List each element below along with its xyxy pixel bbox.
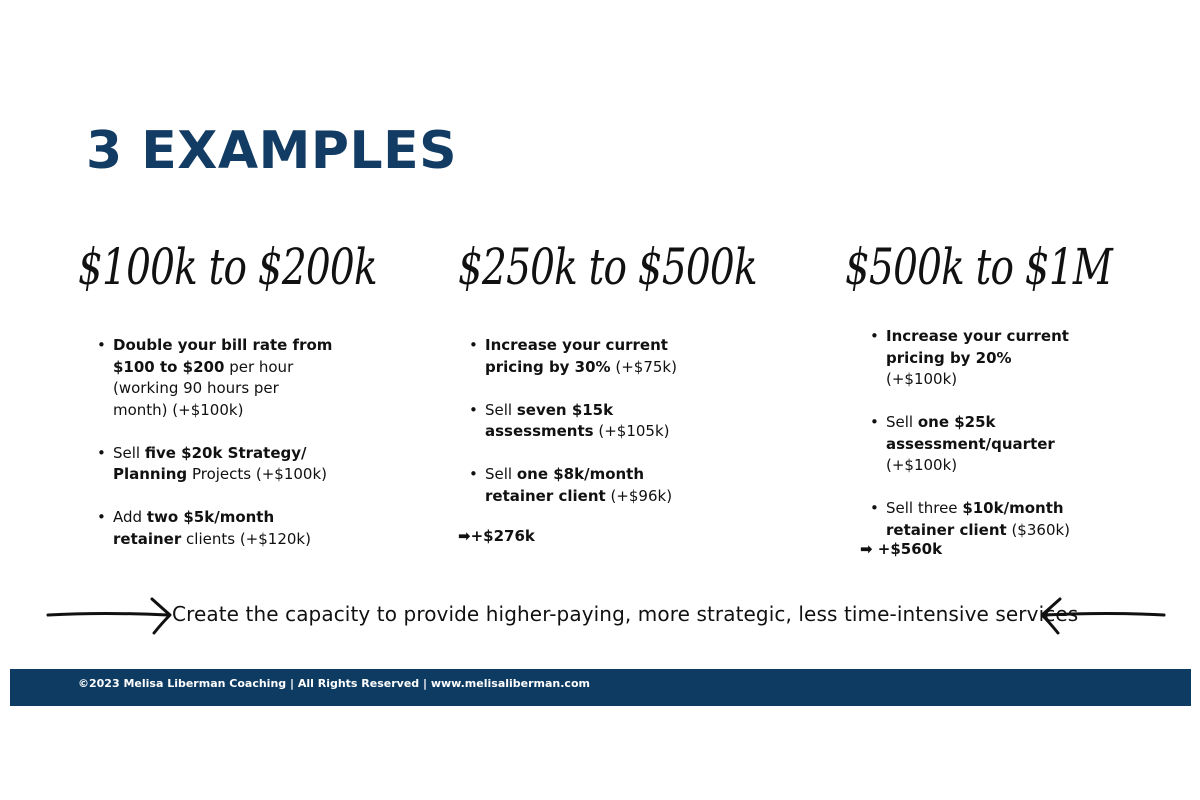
list-item bbox=[886, 498, 1086, 541]
column-2-total: ➡+$276k bbox=[458, 527, 535, 545]
footer-copyright: ©2023 Melisa Liberman Coaching | All Rights Reserved | www.melisaliberman.com bbox=[78, 677, 590, 690]
list-item bbox=[113, 335, 338, 421]
column-1-list bbox=[95, 335, 338, 572]
bold-text: two $5k/month retainer bbox=[113, 508, 275, 548]
text: (+$96k) bbox=[605, 486, 673, 505]
list-item bbox=[485, 464, 690, 507]
text: per hour (working 90 hours per month) (+$100k) bbox=[113, 357, 294, 419]
column-3-list bbox=[868, 326, 1086, 563]
text: Sell bbox=[485, 400, 517, 419]
left-arrow-icon bbox=[1038, 596, 1168, 636]
footer-bar bbox=[10, 669, 1191, 706]
list-item bbox=[485, 400, 690, 443]
list-item bbox=[113, 507, 338, 550]
column-1-heading: $100k to $200k bbox=[78, 238, 377, 296]
page-title: 3 EXAMPLES bbox=[86, 121, 458, 181]
text: ($360k) bbox=[1006, 520, 1071, 539]
caption: Create the capacity to provide higher-paying, more strategic, less time-intensive services bbox=[172, 602, 1079, 626]
list-item bbox=[886, 412, 1086, 477]
text: Add bbox=[113, 508, 147, 526]
text: Sell three bbox=[886, 499, 963, 517]
text: (+$100k) bbox=[886, 456, 958, 474]
bold-text: five $20k Strategy/ Planning bbox=[113, 443, 307, 483]
column-2-heading: $250k to $500k bbox=[458, 238, 757, 296]
text: Sell bbox=[485, 465, 517, 483]
bold-text: one $25k assessment/quarter bbox=[886, 413, 1055, 453]
bold-text: Double your bill rate from $100 to $200 bbox=[113, 336, 333, 376]
list-item bbox=[113, 443, 338, 486]
column-3-total: ➡ +$560k bbox=[860, 540, 943, 558]
text: (+$75k) bbox=[610, 357, 677, 376]
text: (+$100k) bbox=[886, 370, 958, 388]
text: clients (+$120k) bbox=[181, 529, 311, 548]
right-arrow-icon bbox=[44, 596, 174, 636]
bold-text: Increase your current pricing by 20% bbox=[886, 327, 1069, 367]
text: Sell bbox=[113, 443, 145, 462]
bold-text: Increase your current pricing by 30% bbox=[485, 336, 668, 376]
column-2-list bbox=[467, 335, 690, 529]
text: Projects (+$100k) bbox=[187, 465, 327, 483]
column-3-heading: $500k to $1M bbox=[845, 238, 1113, 296]
bold-text: $10k/month retainer client bbox=[886, 499, 1064, 539]
bold-text: one $8k/month retainer client bbox=[485, 465, 645, 505]
text: (+$105k) bbox=[593, 422, 670, 440]
list-item bbox=[886, 326, 1086, 391]
list-item bbox=[485, 335, 690, 378]
bold-text: seven $15k assessments bbox=[485, 400, 614, 440]
text: Sell bbox=[886, 413, 918, 431]
